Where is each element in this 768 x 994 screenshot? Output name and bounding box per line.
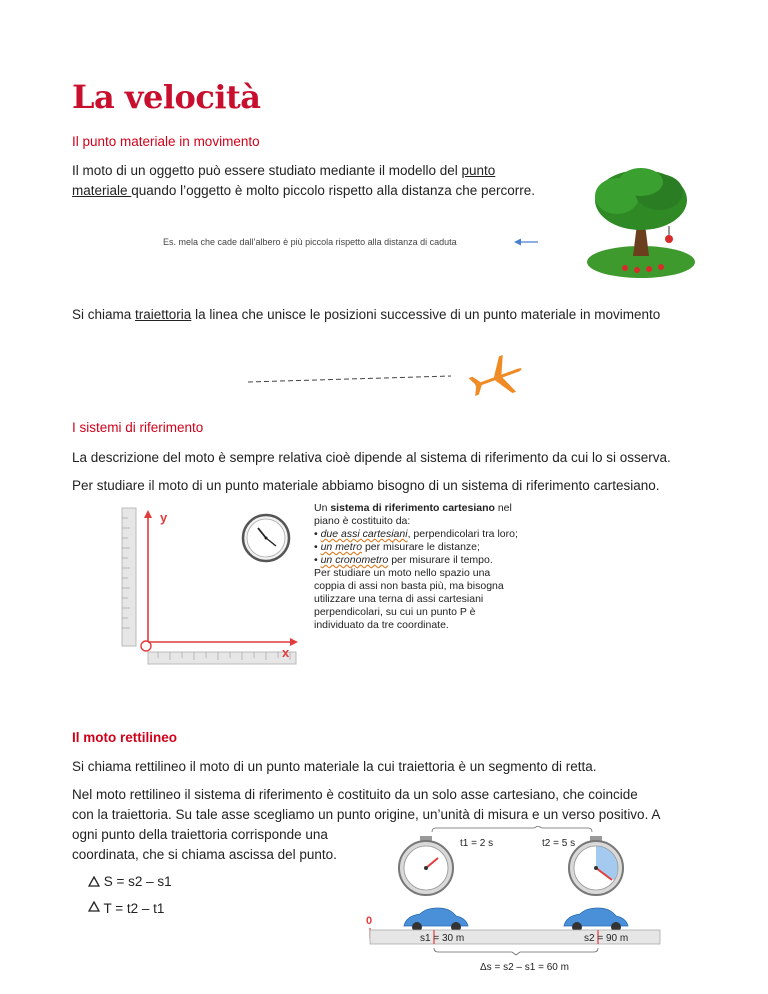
text: , perpendicolari tra loro; (407, 528, 518, 540)
delta-icon (88, 876, 100, 887)
text-bold: sistema di riferimento cartesiano (330, 502, 495, 514)
trajectory-dashed-line (246, 370, 456, 390)
paragraph-cartesiano: Per studiare il moto di un punto materiale abbiamo bisogno di un sistema di riferimento cartesiano. (72, 478, 660, 493)
section-heading-sistemi: I sistemi di riferimento (72, 420, 204, 435)
term-cronometro: un cronometro (320, 554, 389, 566)
text: • (314, 541, 321, 553)
paragraph-punto-materiale (72, 161, 592, 201)
origin-label: 0 (366, 915, 373, 927)
rectilinear-motion-figure (362, 826, 662, 978)
formula-delta-s (88, 872, 172, 892)
cartesian-axes-figure (118, 502, 308, 678)
paragraph-relativita: La descrizione del moto è sempre relativa cioè dipende al sistema di riferimento da cui lo si osserva. (72, 450, 671, 465)
text: Un (314, 502, 331, 514)
text: utilizzare una terna di assi cartesiani (314, 593, 484, 605)
formula-text: S = s2 – s1 (103, 874, 172, 889)
text: nel (494, 502, 512, 514)
text: per misurare il tempo. (388, 554, 493, 566)
example-note: Es. mela che cade dall’albero è più piccola rispetto alla distanza di caduta (163, 237, 457, 247)
text: la linea che unisce le posizioni successive di un punto materiale in movimento (191, 307, 661, 322)
text: con la traiettoria. Su tale asse scegliamo un punto origine, un’unità di misura e un verso positivo. A (72, 807, 661, 822)
formula-text: T = t2 – t1 (103, 901, 165, 916)
term-assi: due assi cartesiani (320, 528, 408, 540)
t2-label: t2 = 5 s (542, 838, 576, 849)
text: individuato da tre coordinate. (314, 619, 449, 631)
section-heading-punto-materiale: Il punto materiale in movimento (72, 134, 260, 149)
axis-x-label: x (282, 645, 290, 660)
term-punto: punto (461, 163, 496, 178)
s1-label: s1 = 30 m (420, 933, 465, 944)
text: Per studiare un moto nello spazio una (314, 567, 491, 579)
axis-y-label: y (160, 510, 168, 525)
paragraph-traiettoria (72, 305, 752, 325)
term-metro: un metro (320, 541, 363, 553)
text: piano è costituito da: (314, 515, 411, 527)
text: Si chiama (72, 307, 136, 322)
formula-delta-t (88, 899, 164, 919)
section-heading-moto-rettilineo: Il moto rettilineo (72, 730, 178, 745)
text: coordinata, che si chiama ascissa del punto. (72, 847, 337, 862)
text: • (314, 554, 321, 566)
term-materiale: materiale (72, 183, 132, 198)
text: coppia di assi non basta più, ma bisogna (314, 580, 504, 592)
delta-icon (88, 901, 100, 912)
text: perpendicolari, su cui un punto P è (314, 606, 476, 618)
text: • (314, 528, 321, 540)
airplane-icon (468, 354, 528, 400)
cartesian-description (314, 502, 614, 632)
delta-s-label: Δs = s2 – s1 = 60 m (480, 962, 569, 973)
text: Il moto di un oggetto può essere studiato mediante il modello del (72, 163, 462, 178)
text: Nel moto rettilineo il sistema di riferimento è costituito da un solo asse cartesiano, che coincide (72, 787, 638, 802)
t1-label: t1 = 2 s (460, 838, 494, 849)
text: ogni punto della traiettoria corrisponde una (72, 827, 328, 842)
text: quando l’oggetto è molto piccolo rispetto alla distanza che percorre. (131, 183, 536, 198)
page-title: La velocità (72, 78, 261, 116)
arrow-left-icon (512, 237, 540, 247)
s2-label: s2 = 90 m (584, 933, 629, 944)
term-traiettoria: traiettoria (135, 307, 192, 322)
apple-tree-illustration (585, 166, 701, 284)
paragraph-rettilineo: Si chiama rettilineo il moto di un punto materiale la cui traiettoria è un segmento di retta. (72, 759, 597, 774)
text: per misurare le distanze; (362, 541, 480, 553)
